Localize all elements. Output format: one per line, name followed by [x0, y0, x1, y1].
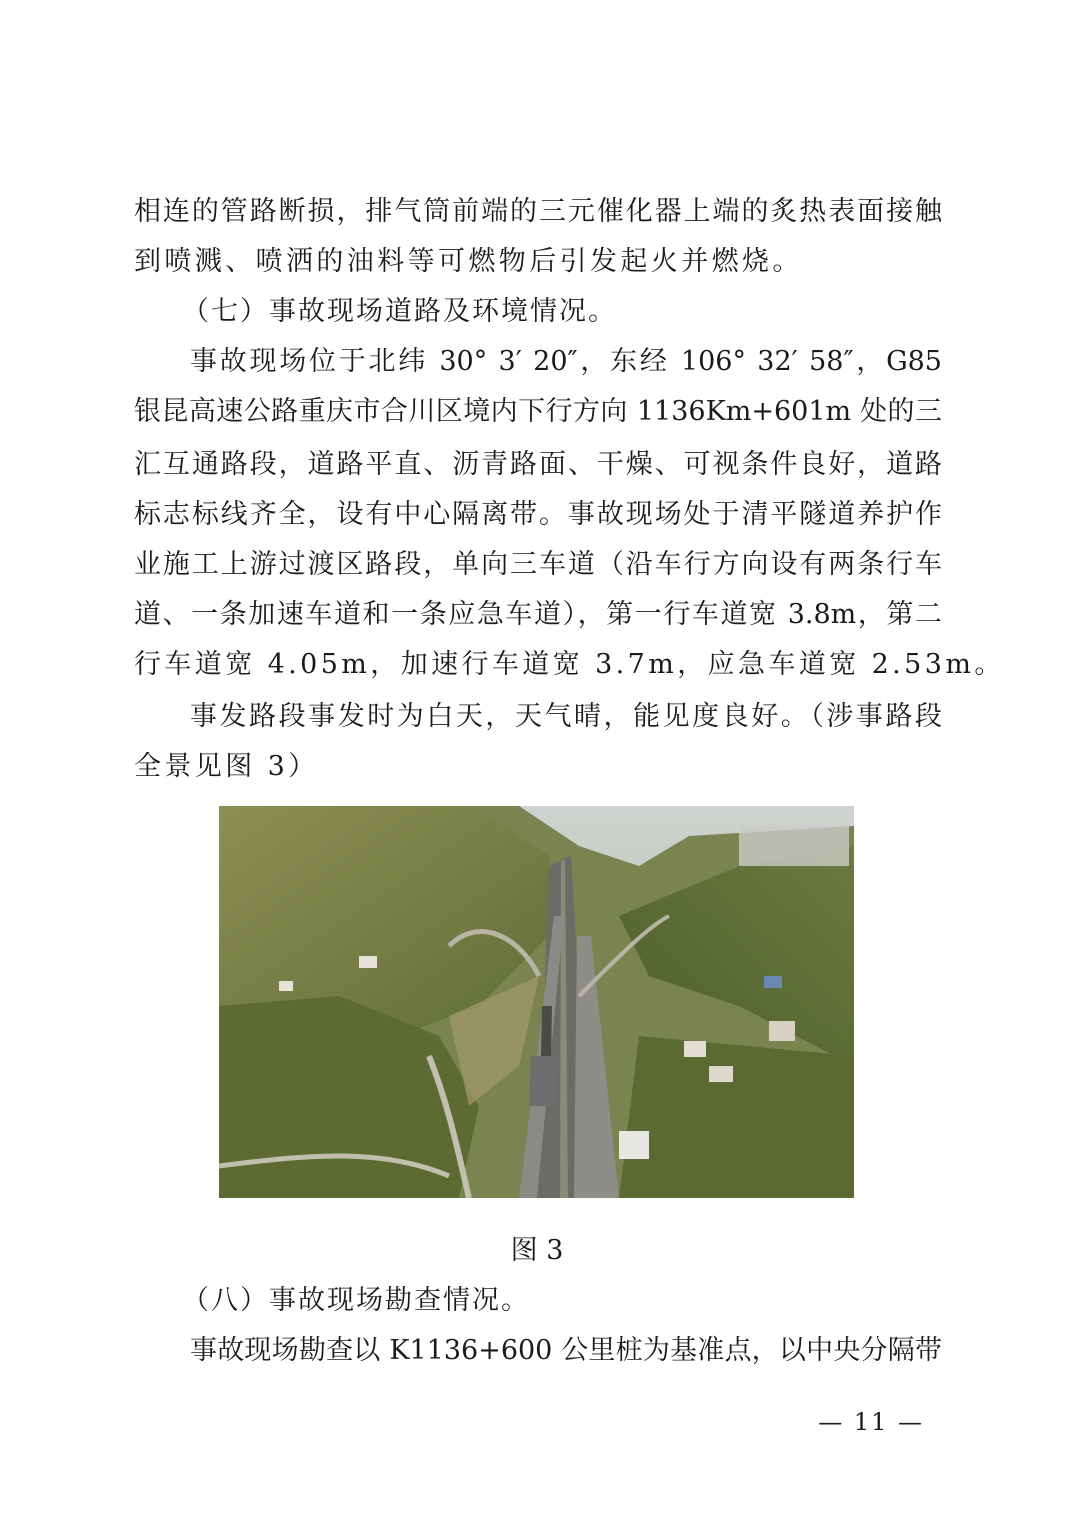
- paragraph-line: 业施工上游过渡区路段，单向三车道（沿车行方向设有两条行车: [134, 549, 942, 580]
- paragraph-line: 相连的管路断损，排气筒前端的三元催化器上端的炙热表面接触: [134, 196, 942, 227]
- page-number: — 11 —: [818, 1408, 924, 1436]
- aerial-highway-photo: [219, 806, 854, 1198]
- paragraph-line: 汇互通路段，道路平直、沥青路面、干燥、可视条件良好，道路: [134, 449, 942, 480]
- paragraph-line: 道、一条加速车道和一条应急车道），第一行车道宽 3.8m，第二: [134, 599, 942, 630]
- paragraph-line: 标志标线齐全，设有中心隔离带。事故现场处于清平隧道养护作: [134, 499, 942, 530]
- paragraph-line: 行车道宽 4.05m，加速行车道宽 3.7m，应急车道宽 2.53m。: [134, 649, 1005, 680]
- paragraph-line: 事故现场勘查以 K1136+600 公里桩为基准点，以中央分隔带: [190, 1335, 942, 1366]
- paragraph-line: 事发路段事发时为白天，天气晴，能见度良好。（涉事路段: [190, 701, 942, 732]
- paragraph-line: 全景见图 3）: [134, 751, 319, 782]
- paragraph-line: 到喷溅、喷洒的油料等可燃物后引发起火并燃烧。: [134, 246, 803, 277]
- figure-caption: 图 3: [510, 1235, 564, 1266]
- paragraph-line: 事故现场位于北纬 30° 3′ 20″，东经 106° 32′ 58″，G85: [190, 346, 942, 377]
- section-heading: （八）事故现场勘查情况。: [182, 1285, 530, 1316]
- paragraph-line: 银昆高速公路重庆市合川区境内下行方向 1136Km+601m 处的三: [134, 396, 942, 427]
- section-heading: （七）事故现场道路及环境情况。: [182, 296, 617, 327]
